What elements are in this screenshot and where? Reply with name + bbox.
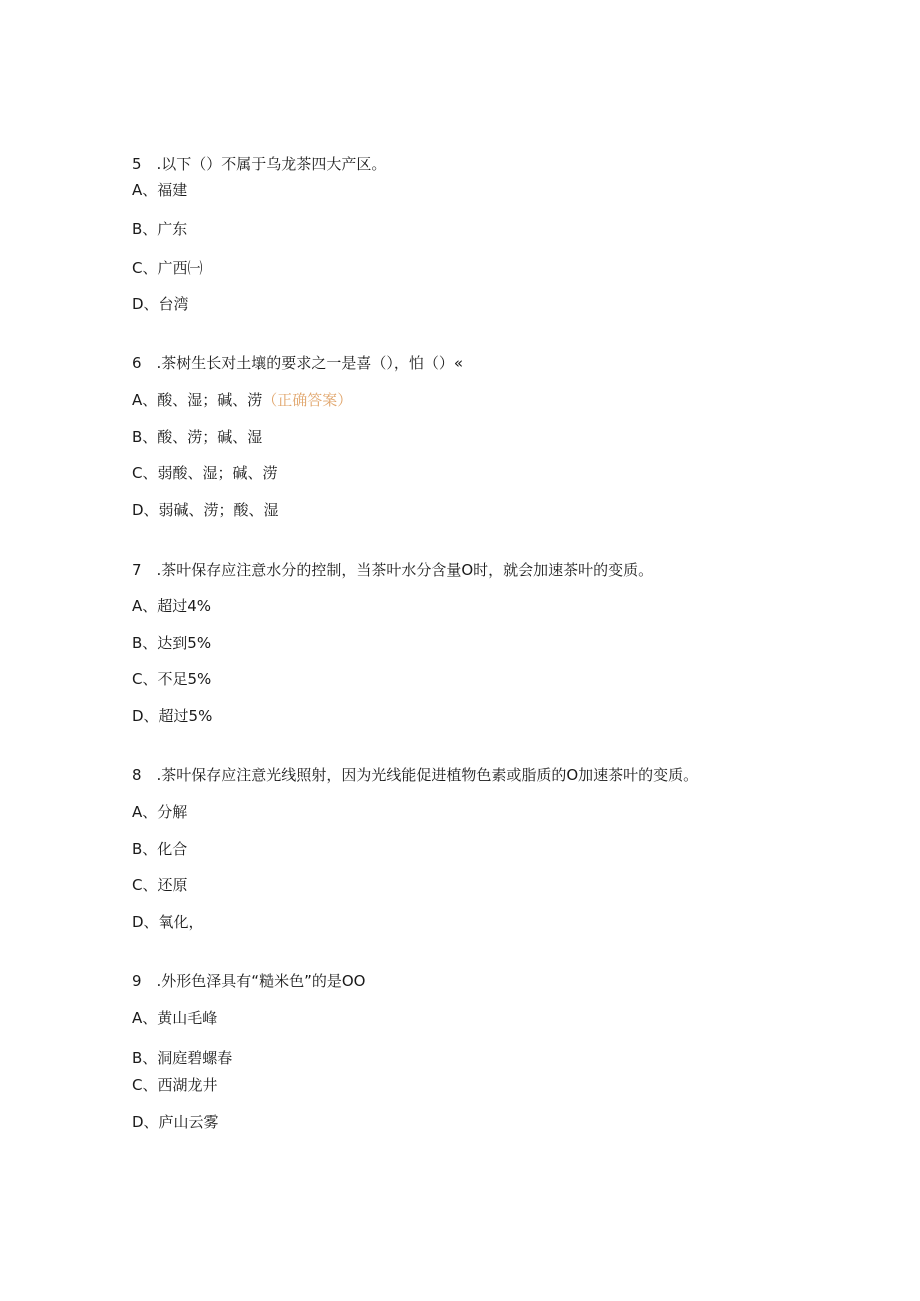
question-7-option-b: B、达到5% (132, 634, 212, 652)
correct-answer-note: （正确答案） (262, 391, 353, 409)
question-7-option-a: A、超过4% (132, 597, 212, 615)
question-6-option-a-row (132, 390, 352, 410)
question-8-option-b: B、化合 (132, 840, 188, 858)
question-6-option-b: B、酸、涝；碱、湿 (132, 428, 263, 446)
question-9-option-d: D、庐山云雾 (132, 1113, 219, 1131)
question-9-stem: 9 .外形色泽具有“糙米色”的是OO (132, 972, 366, 990)
question-9-option-b: B、洞庭碧螺春 (132, 1049, 233, 1067)
question-6-option-c: C、弱酸、湿；碱、涝 (132, 464, 278, 482)
question-7-stem: 7 .茶叶保存应注意水分的控制，当茶叶水分含量O时，就会加速茶叶的变质。 (132, 561, 654, 579)
question-9-option-c: C、西湖龙井 (132, 1076, 218, 1094)
question-6-option-a: A、酸、湿；碱、涝 (132, 391, 263, 409)
question-5-option-d: D、台湾 (132, 295, 189, 313)
question-6-option-d: D、弱碱、涝；酸、湿 (132, 501, 279, 519)
question-8-stem: 8 .茶叶保存应注意光线照射，因为光线能促进植物色素或脂质的O加速茶叶的变质。 (132, 766, 699, 784)
question-7-option-c: C、不足5% (132, 670, 212, 688)
question-8-option-c: C、还原 (132, 876, 188, 894)
question-9-option-a: A、黄山毛峰 (132, 1009, 218, 1027)
question-6-stem: 6 .茶树生长对土壤的要求之一是喜（），怕（）« (132, 354, 463, 372)
question-5-option-b: B、广东 (132, 220, 188, 238)
question-5-option-c: C、广西㈠ (132, 259, 203, 277)
question-7-option-d: D、超过5% (132, 707, 213, 725)
question-5-option-a: A、福建 (132, 181, 188, 199)
question-5-stem: 5 .以下（）不属于乌龙茶四大产区。 (132, 155, 387, 173)
question-8-option-d: D、氧化， (132, 913, 204, 931)
question-8-option-a: A、分解 (132, 803, 188, 821)
